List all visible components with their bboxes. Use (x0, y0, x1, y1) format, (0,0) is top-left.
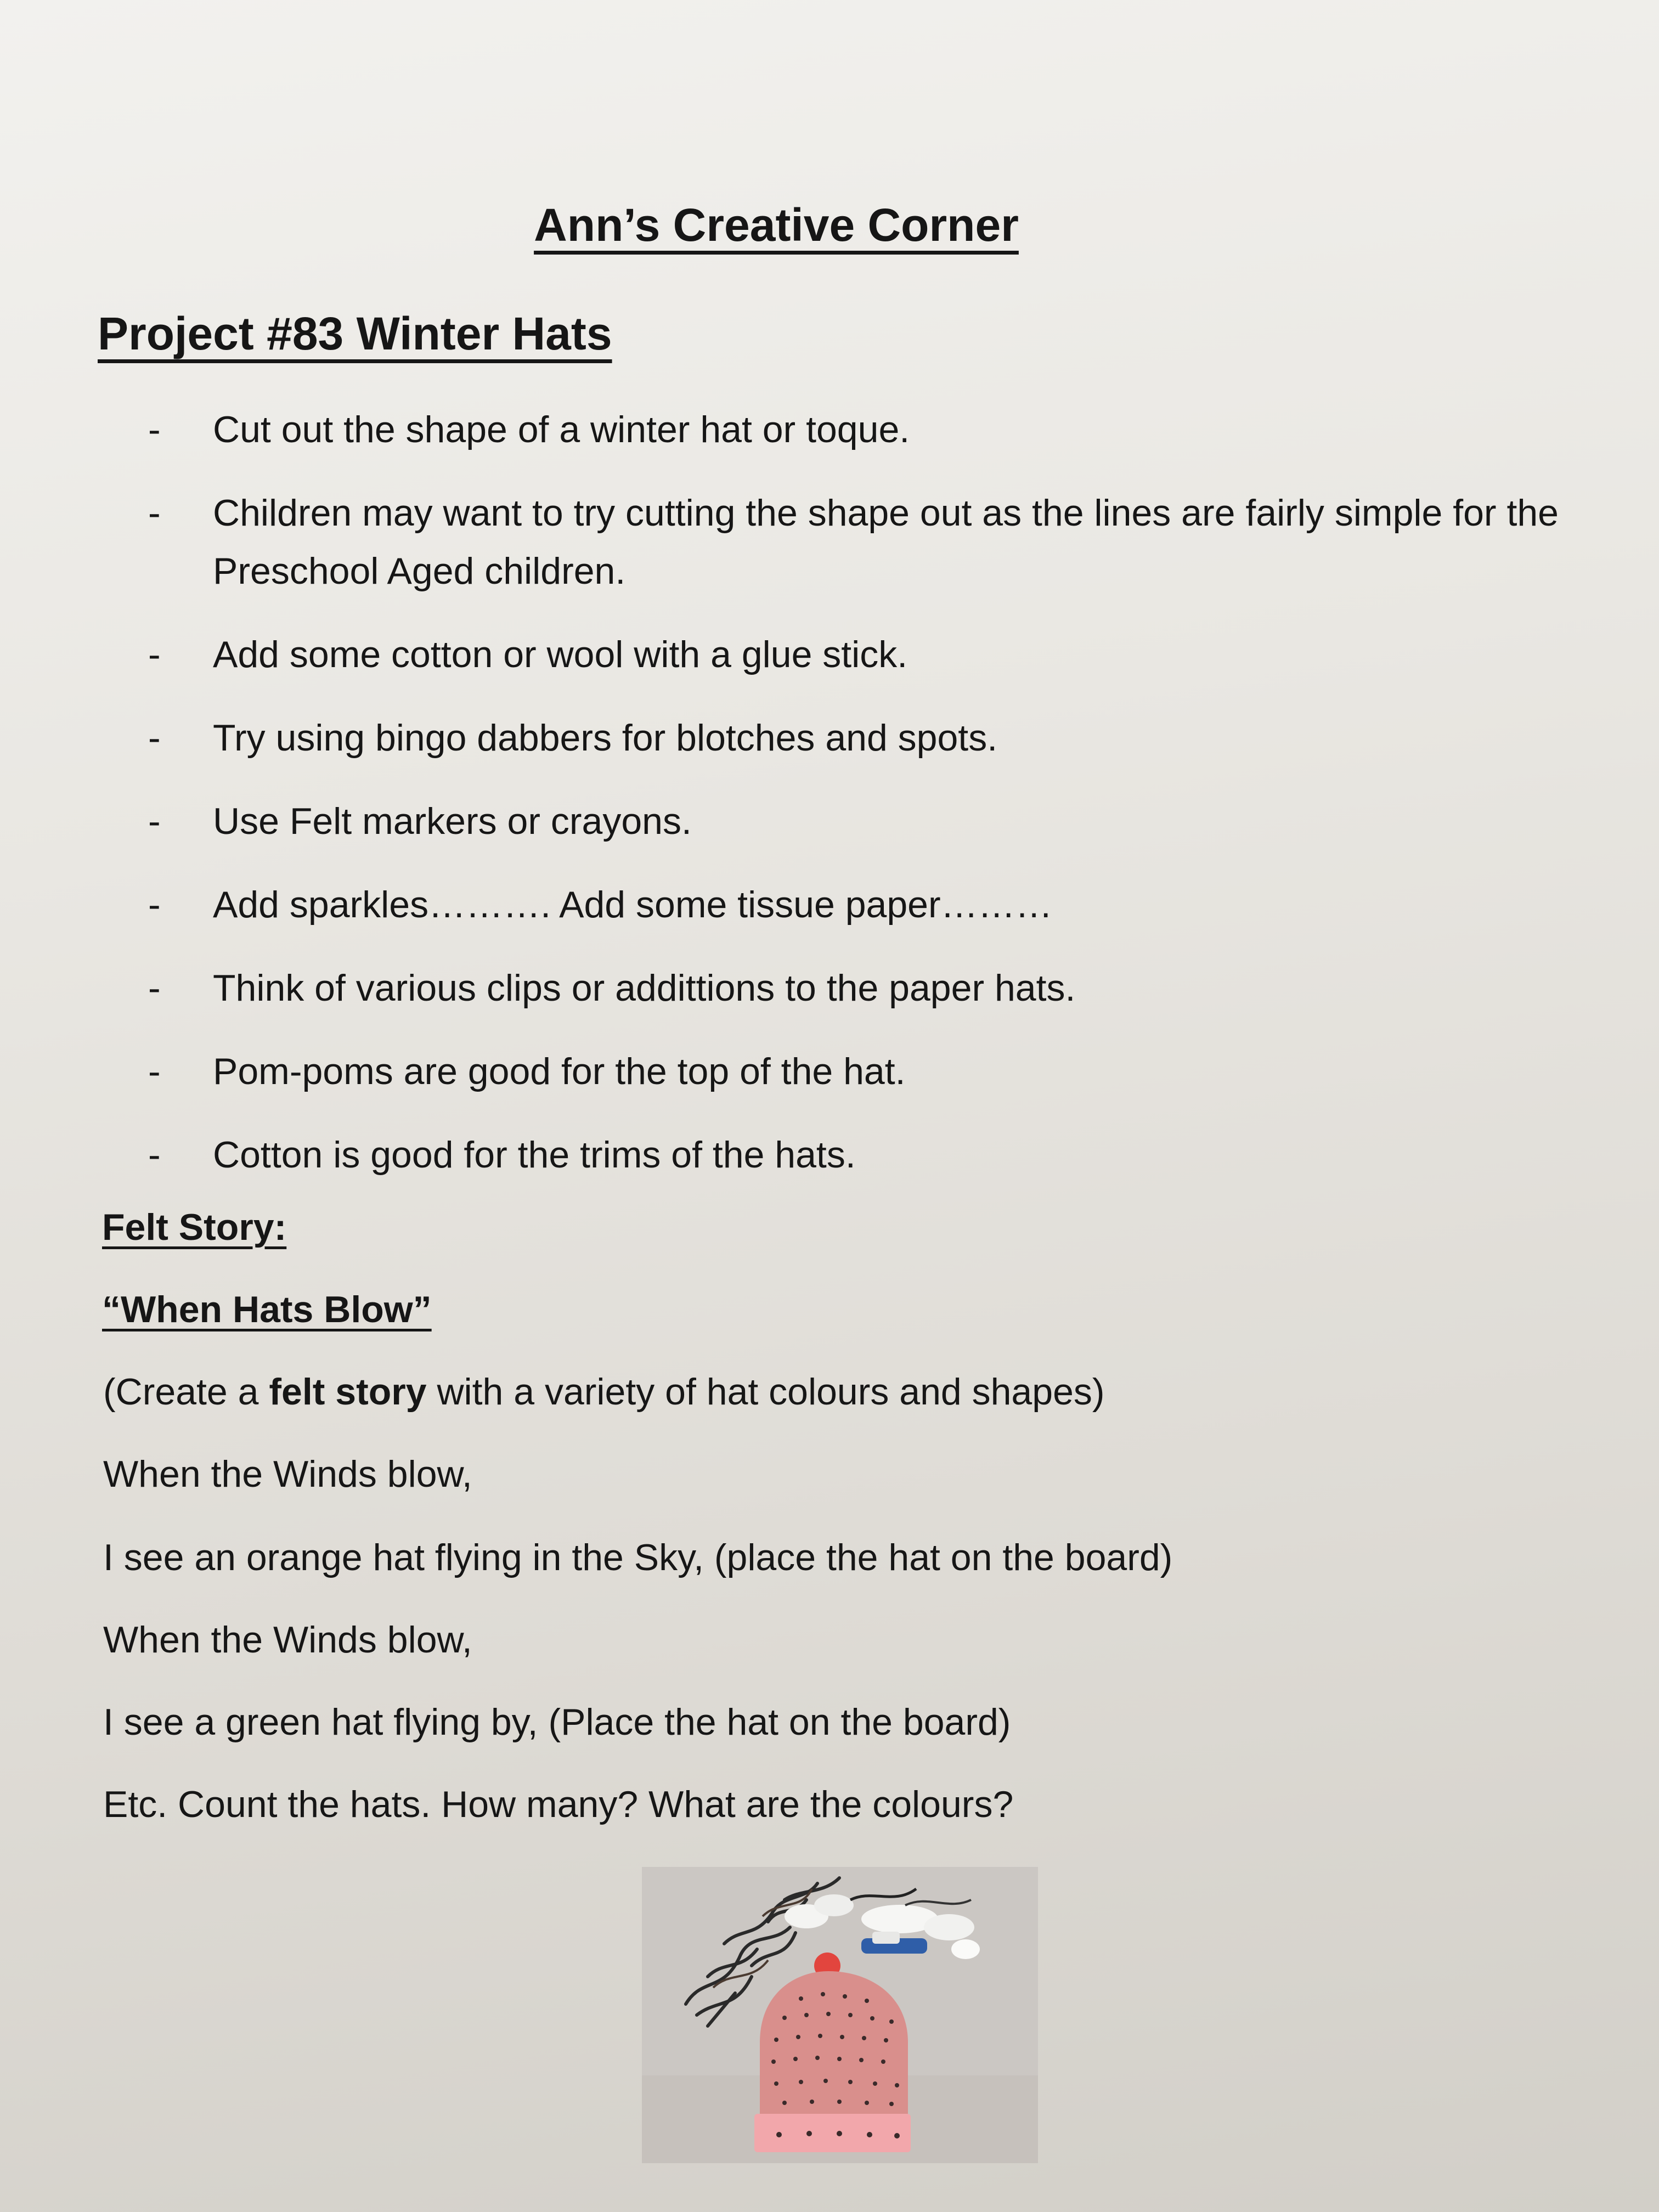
instruction-list (148, 400, 1585, 1209)
project-heading: Project #83 Winter Hats (98, 308, 612, 359)
instruction-text: Pom-poms are good for the top of the hat. (213, 1051, 906, 1092)
story-intro (103, 1370, 1105, 1413)
list-item (148, 959, 1585, 1017)
bullet-dash: - (148, 717, 161, 759)
story-intro-bold: felt story (269, 1371, 427, 1413)
felt-story-heading: Felt Story: (102, 1206, 287, 1248)
list-item (148, 1042, 1585, 1101)
instruction-text: Cotton is good for the trims of the hats. (213, 1134, 856, 1176)
instruction-text: Cut out the shape of a winter hat or toque. (213, 409, 910, 450)
bullet-dash: - (148, 1051, 161, 1092)
bullet-dash: - (148, 967, 161, 1009)
bullet-dash: - (148, 409, 161, 450)
story-line: I see an orange hat flying in the Sky, (place the hat on the board) (103, 1537, 1173, 1578)
hat-craft-illustration (642, 1867, 1038, 2163)
story-line: I see a green hat flying by, (Place the hat on the board) (103, 1701, 1011, 1743)
instruction-text: Think of various clips or addittions to the paper hats. (213, 967, 1076, 1009)
instruction-text: Use Felt markers or crayons. (213, 800, 692, 842)
list-item (148, 400, 1585, 459)
list-item (148, 792, 1585, 850)
list-item (148, 625, 1585, 684)
instruction-text: Try using bingo dabbers for blotches and spots. (213, 717, 998, 759)
instruction-text: Add sparkles………. Add some tissue paper……… (213, 884, 1053, 926)
bullet-dash: - (148, 634, 161, 675)
story-intro-before: (Create a (103, 1371, 269, 1413)
story-line: Etc. Count the hats. How many? What are the colours? (103, 1784, 1014, 1825)
bullet-dash: - (148, 884, 161, 926)
page-title: Ann’s Creative Corner (534, 199, 1019, 251)
bullet-dash: - (148, 1134, 161, 1176)
list-item (148, 1126, 1585, 1184)
story-line: When the Winds blow, (103, 1453, 472, 1495)
hat-craft-photo (642, 1867, 1038, 2163)
story-title: “When Hats Blow” (102, 1289, 432, 1330)
instruction-text: Add some cotton or wool with a glue stick. (213, 634, 908, 675)
story-intro-after: with a variety of hat colours and shapes) (426, 1371, 1105, 1413)
list-item (148, 484, 1585, 600)
list-item (148, 876, 1585, 934)
instruction-text: Children may want to try cutting the shape out as the lines are fairly simple for the Preschool Aged children. (213, 492, 1559, 592)
bullet-dash: - (148, 800, 161, 842)
list-item (148, 709, 1585, 767)
bullet-dash: - (148, 492, 161, 534)
story-line: When the Winds blow, (103, 1619, 472, 1661)
